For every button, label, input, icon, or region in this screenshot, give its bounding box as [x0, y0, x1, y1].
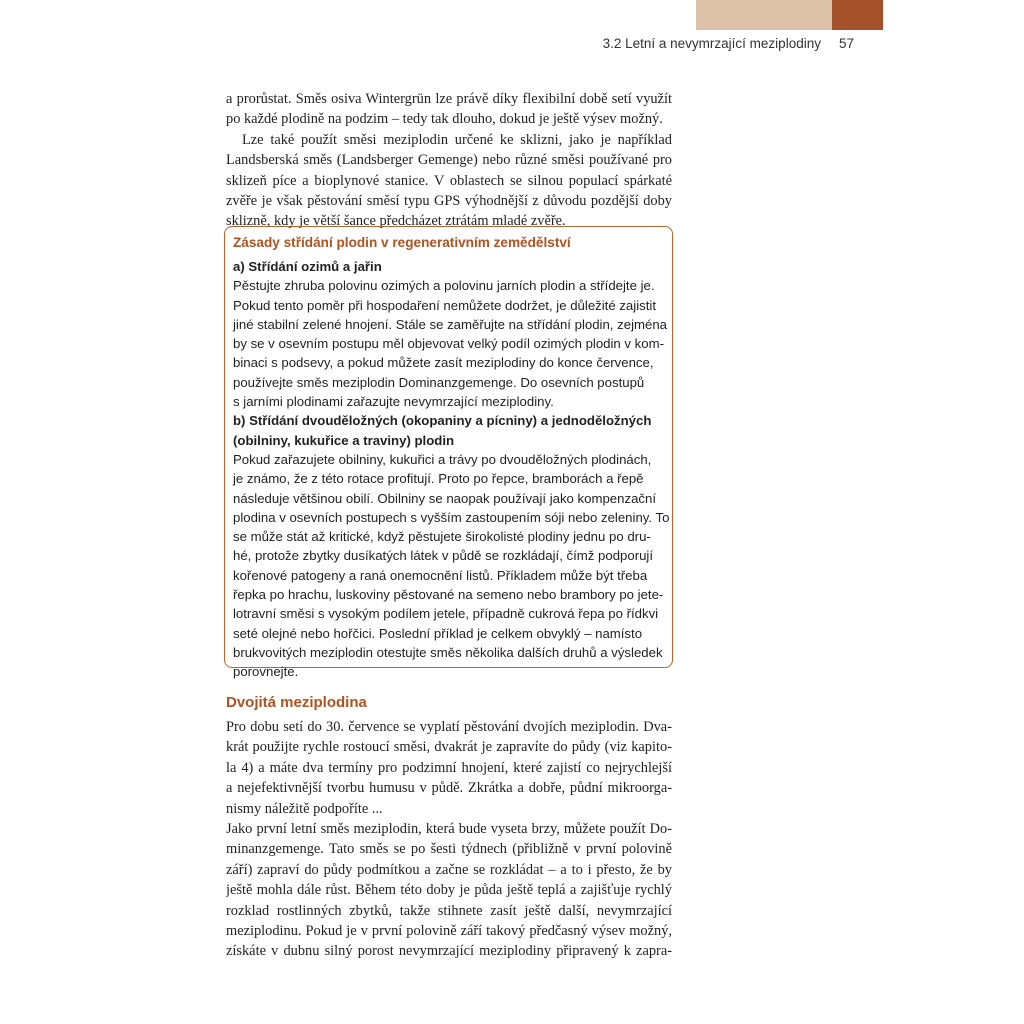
- text-line: binaci s podsevy, a pokud můžete zasít meziplodiny do konce července,: [233, 355, 654, 371]
- text-line: sklizeň píce a bioplynové stanice. V oblastech se silnou populací spárkaté: [226, 172, 672, 189]
- text-line: b) Střídání dvouděložných (okopaniny a pícniny) a jednoděložných: [233, 413, 652, 429]
- section-heading: Dvojitá meziplodina: [226, 694, 367, 711]
- text-line: Pokud tento poměr při hospodaření nemůžete dodržet, je důležité zajistit: [233, 297, 656, 313]
- text-line: zvěře je však pěstování směsí typu GPS výhodnější z důvodu pozdější doby: [226, 193, 672, 210]
- text-line: září) zapraví do půdy podmítkou a začne se rozkládat – a to i přesto, že by: [226, 861, 672, 878]
- text-line: meziplodinu. Pokud je v první polovině září takový předčasný výsev možný,: [226, 923, 672, 940]
- text-line: brukvovitých meziplodin otestujte směs několika dalších druhů a výsledek: [233, 644, 663, 660]
- running-head: [603, 36, 854, 51]
- box-text-b: [233, 450, 670, 682]
- section-paragraph-2: [226, 819, 672, 962]
- text-line: se může stát až kritické, když pěstujete širokolisté plodiny jednu po dru-: [233, 529, 651, 545]
- text-line: plodina v osevních postupech s vyšším zastoupením sóji nebo zeleniny. To: [233, 509, 670, 525]
- text-line: sklizně, kdy je větší šance předcházet ztrátám mladé zvěře.: [226, 213, 566, 230]
- text-line: po každé plodině na podzim – tedy tak dlouho, dokud je ještě výsev možný.: [226, 111, 663, 128]
- intro-text: [226, 89, 672, 232]
- text-line: seté olejné nebo hořčici. Poslední příklad je celkem obvyklý – namísto: [233, 625, 643, 641]
- text-line: Pokud zařazujete obilniny, kukuřici a trávy po dvouděložných plodinách,: [233, 451, 652, 467]
- text-line: rozklad rostlinných zbytků, takže stihnete zasít ještě další, nevymrzající: [226, 902, 672, 919]
- box-title: Zásady střídání plodin v regenerativním zemědělství: [233, 235, 571, 250]
- text-line: Pro dobu setí do 30. července se vyplatí pěstování dvojích meziplodin. Dva-: [226, 719, 672, 735]
- box-subheading-b: [233, 411, 662, 450]
- intro-paragraph-1: [226, 89, 672, 130]
- text-line: je známo, že z této rotace profitují. Proto po řepce, bramborách a řepě: [233, 471, 644, 487]
- text-line: následuje většinou obilí. Obilniny se naopak používají jako kompenzační: [233, 490, 656, 506]
- text-line: a prorůstat. Směs osiva Wintergrün lze právě díky flexibilní době setí využít: [226, 91, 672, 107]
- text-line: by se v osevním postupu měl objevovat velký podíl ozimých plodin v kom-: [233, 336, 664, 352]
- header-tab-light: [696, 0, 832, 30]
- text-line: nismy náležitě podpoříte ...: [226, 800, 383, 817]
- text-line: hé, protože zbytky dusíkatých látek v půdě se rozkládají, čímž podporují: [233, 548, 654, 564]
- text-line: minanzgemenge. Tato směs se po šesti týdnech (přibližně v první polovině: [226, 841, 672, 858]
- text-line: získáte v dubnu silný porost nevymrzající meziplodiny připravený k zapra-: [226, 943, 672, 960]
- running-title: 3.2 Letní a nevymrzající meziplodiny: [602, 36, 821, 51]
- text-line: (obilniny, kukuřice a traviny) plodin: [233, 432, 455, 448]
- text-line: porovnejte.: [233, 664, 299, 680]
- text-line: s jarními plodinami zařazujte nevymrzající meziplodiny.: [233, 394, 554, 410]
- intro-paragraph-2: [226, 130, 672, 232]
- header-tab-dark: [832, 0, 883, 30]
- text-line: lotravní směsi s vysokým podílem jetele, případně cukrová řepa po řídkvi: [233, 606, 659, 622]
- text-line: řepka po hrachu, luskoviny pěstované na semeno nebo brambory po jete-: [233, 587, 664, 603]
- page-number: 57: [838, 36, 854, 51]
- text-line: používejte směs meziplodin Dominanzgemenge. Do osevních postupů: [233, 374, 645, 390]
- box-subheading-a: a) Střídání ozimů a jařin: [233, 259, 382, 274]
- section-paragraph-1: [226, 717, 672, 819]
- text-line: a nejefektivnější tvorbu humusu v půdě. Zkrátka a dobře, půdní mikroorga-: [226, 780, 672, 797]
- text-line: kořenové patogeny a raná onemocnění listů. Příkladem může být třeba: [233, 567, 648, 583]
- text-line: Pěstujte zhruba polovinu ozimých a polovinu jarních plodin a střídejte je.: [233, 278, 655, 294]
- text-line: krát použijte rychle rostoucí směsi, dvakrát je zapravíte do půdy (viz kapito-: [226, 739, 672, 756]
- text-line: Lze také použít směsi meziplodin určené ke sklizni, jako je například: [242, 131, 672, 148]
- text-line: ještě mohla dále růst. Během této doby je půda ještě teplá a zajišťuje rychlý: [226, 882, 672, 899]
- text-line: Jako první letní směs meziplodin, která bude vyseta brzy, můžete použít Do-: [226, 821, 672, 838]
- section-text: [226, 717, 672, 962]
- text-line: la 4) a máte dva termíny pro podzimní hnojení, které zajistí co nejrychlejší: [226, 759, 672, 776]
- box-text-a: [233, 276, 667, 411]
- text-line: Landsberská směs (Landsberger Gemenge) nebo různé směsi používané pro: [226, 152, 672, 169]
- text-line: jiné stabilní zelené hnojení. Stále se zaměřujte na střídání plodin, zejména: [233, 316, 667, 332]
- crop-rotation-box: [224, 226, 673, 680]
